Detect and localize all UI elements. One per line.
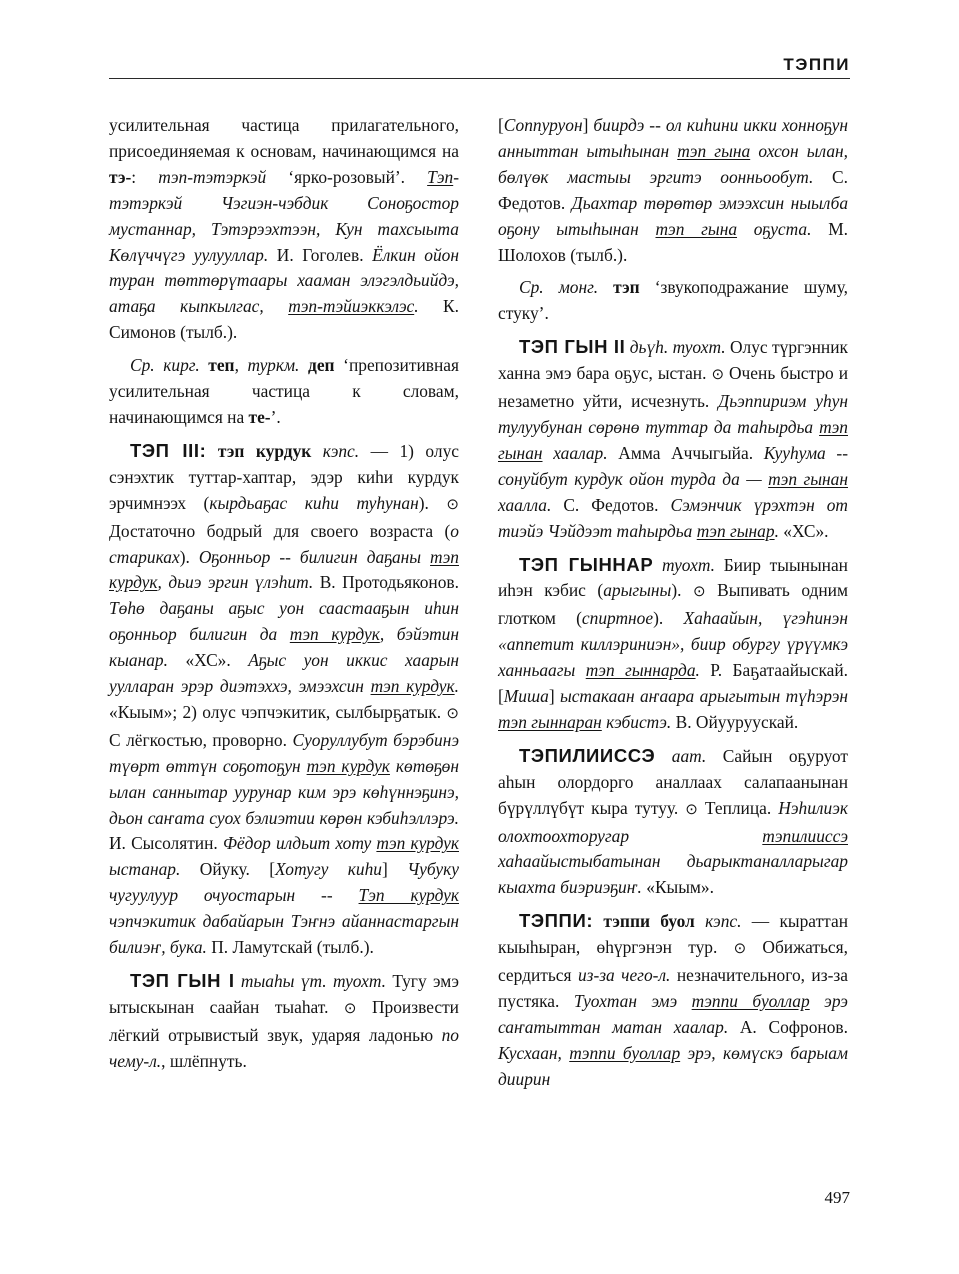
italic-text: Оҕонньор -- билигин даҕаны — [198, 546, 431, 567]
italic-text: . — [774, 520, 779, 541]
dictionary-entry — [498, 552, 848, 736]
italic-text: Туохтан эмэ — [573, 991, 692, 1011]
example-highlight: тэп гыннарда — [585, 660, 696, 681]
italic-text: . — [414, 296, 419, 317]
entry-text: Амма Аччыгыйа. — [607, 442, 764, 463]
entry-text: , шлёпнуть. — [161, 1050, 247, 1071]
entry-text: П. Ламутскай (тылб.). — [206, 937, 374, 958]
entry-text: «ХС». — [167, 650, 249, 671]
example-highlight: тэп курдук — [289, 624, 380, 645]
example-highlight: тэппи буоллар — [691, 991, 810, 1011]
italic-text: Кууһума -- сонуйбут курдук ойон турда да — — [498, 442, 849, 489]
entry-continuation — [498, 113, 848, 268]
italic-text: хаһаайыстыбатынан дьарыктаналларыгар кыахта биэриэҕиҥ. — [498, 851, 848, 898]
italic-text: -тэтэркэй Чэгиэн-чэбдик Соноҕостор мустаннар, Тэтэрээхтээн, Кун тахсыыта Көлүччүгэ уулууллар. — [109, 166, 459, 265]
entry-text: А. Софронов. — [728, 1016, 848, 1037]
entry-text: ). — [653, 608, 684, 629]
entry-text: ’. — [270, 406, 281, 427]
header-rule — [109, 78, 850, 79]
example-highlight: тэп гыннаран — [498, 711, 602, 732]
entry-text: Очень быстро и незаметно уйти, исчезнуть. — [498, 363, 848, 412]
example-highlight: тэп гынан — [498, 416, 848, 463]
phrase-term: тэ- — [109, 166, 132, 187]
entry-text: усилительная частица прилагательного, присоединяемая к основам, начинающимся на — [109, 115, 459, 161]
example-highlight: тэп гынан — [768, 468, 848, 489]
italic-text: Дьахтар төрөтөр эмээхсин ныылба оҕону ытыһынан — [498, 192, 849, 239]
example-highlight: тэп гына — [655, 218, 738, 239]
phrase-term: тэппи буол — [593, 911, 695, 932]
translation-marker-icon: ⊙ — [733, 941, 747, 958]
entry-text: Произвести лёгкий отрывистый звук, ударяя ладонью — [109, 996, 459, 1045]
dictionary-entry — [498, 334, 848, 544]
entry-text: ] — [582, 115, 594, 135]
italic-text: Аҕыс уон иккис хаарын уулларан эрэр диэтэххэ, эмээхсин — [109, 650, 459, 697]
dictionary-entry — [109, 438, 459, 961]
italic-text: Кусхаан, — [498, 1042, 570, 1063]
entry-text: И. Гоголев. — [268, 244, 373, 265]
entry-text: ] — [381, 859, 408, 880]
italic-text: спиртное — [581, 608, 654, 629]
translation-marker-icon: ⊙ — [693, 584, 706, 601]
entry-text: Теплица. — [697, 797, 779, 818]
running-head: ТЭППИ — [783, 55, 850, 74]
italic-text: биирдэ -- ол киһини икки хонноҕун анныттан ытыһынан — [498, 115, 848, 161]
dictionary-entry — [109, 968, 459, 1075]
entry-text: Выпивать одним глотком ( — [498, 580, 848, 629]
headword: ТЭП III: — [130, 439, 207, 461]
entry-text: Тугу эмэ ытыскынан саайан тыаһат. — [109, 971, 459, 1017]
entry-text: С. Федотов. — [498, 166, 849, 213]
example-highlight: тэп гына — [677, 140, 751, 161]
entry-text: В. Протодьяконов. — [313, 572, 459, 593]
headword: ТЭППИ: — [519, 910, 594, 932]
entry-text: Достаточно бодрый для своего возраста ( — [109, 520, 451, 541]
italic-text: Сэмэнчик үрэхтэн от тиэйэ Чэйдээт таһырдьа — [498, 494, 848, 541]
italic-text: , дьиэ эргин үлэһит. — [157, 572, 314, 593]
entry-text: Биир тыынынан иһэн кэбис ( — [498, 554, 848, 601]
entry-text: Олус түргэнник ханна эмэ бара оҕус, ыстан. — [498, 337, 848, 384]
entry-text: незначительного, из-за пустяка. — [498, 965, 848, 1011]
phrase-term: деп — [308, 355, 335, 376]
italic-text: Нэһилиэк олохтоохторугар — [498, 797, 848, 846]
translation-marker-icon: ⊙ — [711, 367, 725, 384]
italic-text: эрэ, көмүскэ барыам диирин — [498, 1042, 848, 1089]
entry-text: И. Сысолятин. — [109, 833, 223, 854]
italic-text: кэпс. — [694, 911, 742, 932]
example-highlight: тэп-тэйиэккэлэс — [288, 296, 415, 317]
page-number: 497 — [824, 1188, 850, 1207]
entry-text: М. Шолохов (тылб.). — [498, 218, 848, 265]
entry-text: , — [234, 355, 248, 376]
italic-text: хаалла. — [498, 494, 552, 515]
italic-text: кырдьаҕас киһи туһунан — [209, 492, 419, 513]
phrase-term: тэп — [613, 277, 640, 298]
italic-text: по чему-л. — [109, 1024, 459, 1071]
example-highlight: Тэп курдук — [358, 885, 459, 906]
italic-text: ыстакаан аҥаара арыгытын түһэрэн — [559, 686, 848, 707]
italic-text: о стариках — [109, 520, 459, 567]
example-highlight: тэп курдук — [376, 833, 459, 854]
example-highlight: тэп курдук — [306, 755, 390, 776]
dictionary-entry — [498, 743, 848, 901]
dictionary-entry — [109, 353, 459, 431]
entry-text: «Кыым». — [641, 877, 714, 898]
italic-text: арыгыны — [603, 580, 672, 601]
italic-text: Хотугу киһи — [275, 859, 382, 880]
entry-text: Ойуку. [ — [180, 859, 276, 880]
example-highlight: тэп курдук — [109, 546, 459, 593]
entry-text: С. Федотов. — [551, 494, 671, 515]
example-highlight: тэп курдук — [370, 676, 455, 697]
left-column — [109, 113, 459, 1082]
entry-text: — 1) олус сэнэхтик туттар-хаптар, эдэр киһи курдук эрчимнээх ( — [109, 440, 459, 513]
italic-text: хаалар. — [542, 442, 608, 463]
entry-text: «Кыым»; 2) олус чэпчэкитик, сылбырҕатык. — [109, 701, 447, 722]
entry-text: В. Ойууруускай. — [671, 711, 799, 732]
entry-text: — кыраттан кыыһыран, өһүргэнэн тур. — [498, 911, 849, 958]
italic-text: из-за чего-л. — [577, 965, 671, 986]
entry-text: [ — [498, 115, 504, 135]
italic-text: Хаһаайын, үгэһинэн «аппетит киллэриниэн», биир обургу үрүүмкэ ханньаагы — [498, 608, 848, 681]
example-highlight: тэппи буоллар — [569, 1042, 681, 1063]
translation-marker-icon: ⊙ — [343, 1000, 357, 1017]
headword: ТЭП ГЫННАР — [519, 553, 654, 575]
translation-marker-icon: ⊙ — [446, 705, 459, 722]
entry-text: ). — [179, 546, 199, 567]
italic-text: эрэ саҥатыттан матан хаалар. — [498, 991, 848, 1037]
entry-text: ‘звукоподражание шуму, стуку’. — [498, 277, 848, 324]
entry-text: Обижаться, сердиться — [498, 937, 848, 986]
italic-text: охсон ылан, бөлүөк мастыы эргитэ оонньообут. — [498, 140, 848, 187]
entry-text: К. Симонов (тылб.). — [109, 296, 460, 343]
italic-text: дьүһ. туохт. — [625, 337, 726, 358]
dictionary-entry — [498, 908, 848, 1092]
italic-text: кэпс. — [311, 440, 360, 461]
example-highlight: тэп гынар — [696, 520, 775, 541]
italic-text: . — [454, 676, 459, 697]
entry-text: Сайын оҕуруот аһын олордорго аналлаах салапаанынан бүрүллүбүт кыра тутуу. — [498, 745, 848, 818]
italic-text: аат. — [655, 745, 707, 766]
entry-text: Р. Баҕатаайыскай. [ — [498, 660, 848, 707]
italic-text: тыаһы үт. туохт. — [234, 971, 386, 991]
headword: ТЭП ГЫН II — [519, 336, 626, 358]
italic-text: туркм. — [247, 355, 309, 376]
italic-text: оҕуста. — [737, 218, 812, 239]
entry-text: ] — [548, 686, 560, 707]
entry-text: «ХС». — [778, 520, 829, 541]
italic-text: тэп-тэтэркэй — [158, 166, 267, 187]
phrase-term: те- — [248, 406, 271, 427]
entry-text: : — [131, 166, 159, 187]
translation-marker-icon: ⊙ — [685, 801, 698, 818]
italic-text: Суоруллубут бэрэбинэ түөрт өттүн соҕотоҕун — [109, 729, 459, 776]
phrase-term: тэп курдук — [206, 440, 312, 461]
italic-text: туохт. — [653, 554, 715, 575]
headword: ТЭПИЛИИССЭ — [519, 744, 656, 766]
entry-continuation — [109, 113, 459, 346]
italic-text: Соппуруон — [503, 115, 583, 135]
italic-text: , бэйэтин кыанар. — [109, 624, 459, 671]
right-column — [498, 113, 848, 1100]
example-highlight: Тэп — [427, 166, 454, 187]
italic-text: Төһө даҕаны аҕыс уон саастааҕын иһин оҕонньор билигин да — [109, 598, 459, 645]
entry-text: ). — [418, 492, 447, 513]
entry-text: ‘ярко-розовый’. — [266, 166, 428, 187]
italic-text: . — [695, 660, 700, 681]
italic-text: Дьэппириэм уһун тулуубунан сөрөнө туттар да таһырдьа — [498, 391, 848, 437]
italic-text: Ёлкин ойон туран төттөрүтаары хааман элэгэлдьийдэ, атаҕа кыпкылгас, — [109, 244, 459, 317]
dictionary-entry — [498, 275, 848, 327]
italic-text: Ср. кирг. — [130, 355, 209, 376]
entry-text: ). — [671, 580, 693, 601]
italic-text: кэбистэ. — [601, 711, 672, 732]
entry-text: С лёгкостью, проворно. — [109, 729, 293, 750]
translation-marker-icon: ⊙ — [446, 496, 459, 513]
italic-text: Чубуку чугуулуур очуостарын -- — [109, 859, 459, 906]
entry-text: ‘препозитивная усилительная частица к словам, начинающимся на — [109, 355, 459, 427]
italic-text: Миша — [503, 686, 549, 707]
italic-text: Ср. монг. — [519, 277, 614, 298]
italic-text: көтөҕөн ылан саннытар уурунар ким эрэ көһүннэҕинэ, дьон саҥата суох бэлиэтии көрөн кэбиһэллэрэ. — [109, 755, 460, 828]
example-highlight: тэпилииссэ — [762, 825, 848, 846]
headword: ТЭП ГЫН I — [130, 970, 235, 991]
italic-text: Фёдор илдьит хоту — [222, 833, 377, 854]
italic-text: чэпчэкитик дабайарын Тэҥнэ айаннастаргын билиэҥ, бука. — [109, 911, 459, 958]
phrase-term: теп — [208, 355, 235, 376]
italic-text: ыстанар. — [109, 859, 181, 880]
